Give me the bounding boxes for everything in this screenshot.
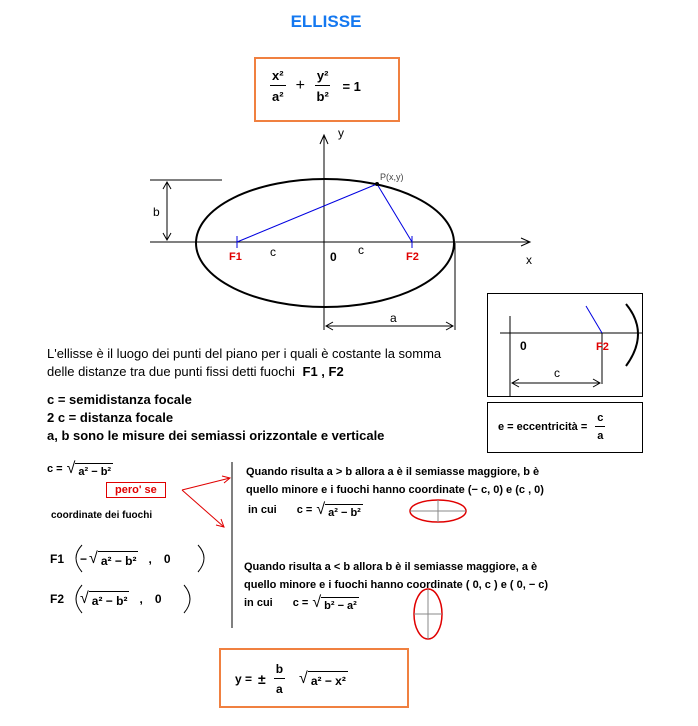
eccentricity-fraction: $\frac{c}{a}$ bbox=[597, 412, 604, 442]
b-over-a-fraction: $\frac{b}{a}$ bbox=[275, 662, 284, 696]
y-fraction: $\frac{\text{y²}}{\text{b²}}$ bbox=[316, 68, 329, 104]
eccentricity-label: e = eccentricità = bbox=[498, 421, 588, 433]
ellipse-curve bbox=[196, 179, 454, 307]
fact-semiassi: a, b sono le misure dei semiassi orizzontale e verticale bbox=[47, 428, 385, 443]
inset-focal-radius bbox=[586, 306, 602, 333]
focus-2-label: F2 bbox=[406, 251, 419, 263]
origin-label: 0 bbox=[330, 250, 337, 264]
eccentricity-box bbox=[487, 402, 643, 453]
f2-coordinate: F2 √ a² − b² , 0 bbox=[50, 590, 162, 608]
explicit-formula-box: y = ± $\frac{b}{a}$ √ a² − x² bbox=[219, 648, 409, 708]
case-a-greater-b: Quando risulta a > b allora a è il semiasse maggiore, b è quello minore e i fuochi hanno coordinate (− c, 0) e (c , 0) bbox=[246, 466, 544, 496]
y-axis-label: y bbox=[338, 126, 344, 140]
definition-text: L'ellisse è il luogo dei punti del piano per i quali è costante la somma delle distanze tra due punti fissi detti fuochi F1 , F2 bbox=[47, 346, 442, 379]
case1-formula: in cui c = √ a² − b² bbox=[248, 501, 361, 519]
focus-1-label: F1 bbox=[229, 251, 242, 263]
case2-formula: in cui c = √ b² − a² bbox=[244, 594, 357, 612]
f1-coordinate: F1 − √ a² − b² , 0 bbox=[50, 550, 171, 568]
arrow-to-case2 bbox=[182, 490, 224, 527]
inset-origin-label: 0 bbox=[520, 339, 527, 353]
page-title: ELLISSE bbox=[290, 12, 362, 31]
x-fraction: $\frac{\text{x²}}{\text{a²}}$ bbox=[272, 68, 284, 104]
inset-diagram bbox=[488, 294, 643, 397]
c-left-label: c bbox=[270, 245, 276, 259]
facts-list bbox=[47, 391, 384, 445]
point-p bbox=[375, 182, 379, 186]
inset-box bbox=[487, 293, 643, 397]
inset-f2-label: F2 bbox=[596, 341, 609, 353]
x-axis-label: x bbox=[526, 253, 532, 267]
b-label: b bbox=[153, 205, 160, 219]
equation-box: $\frac{\text{x²}}{\text{a²}}$ + $\frac{\text{y²}}{\text{b²}}$ = 1 bbox=[254, 57, 400, 122]
c-formula: c = √ a² − b² bbox=[47, 460, 112, 478]
fact-semidistanza: c = semidistanza focale bbox=[47, 392, 192, 407]
perose-label: pero' se bbox=[106, 482, 166, 498]
f2-paren-right bbox=[184, 585, 190, 613]
inset-c-label: c bbox=[554, 366, 560, 380]
point-p-label: P(x,y) bbox=[380, 172, 404, 182]
arrow-to-case1 bbox=[182, 478, 230, 490]
case-a-less-b: Quando risulta a < b allora b è il semiasse maggiore, a è quello minore e i fuochi hanno coordinate ( 0, c ) e ( 0, − c) bbox=[244, 561, 549, 591]
inset-ellipse-arc bbox=[626, 304, 638, 366]
focal-radius-1 bbox=[237, 184, 377, 242]
foci-coordinates-label: coordinate dei fuochi bbox=[51, 510, 153, 521]
definition-foci: F1 , F2 bbox=[302, 364, 344, 379]
f1-paren-right bbox=[198, 545, 204, 572]
a-label: a bbox=[390, 311, 397, 325]
fact-distanza: 2 c = distanza focale bbox=[47, 410, 174, 425]
c-right-label: c bbox=[358, 243, 364, 257]
